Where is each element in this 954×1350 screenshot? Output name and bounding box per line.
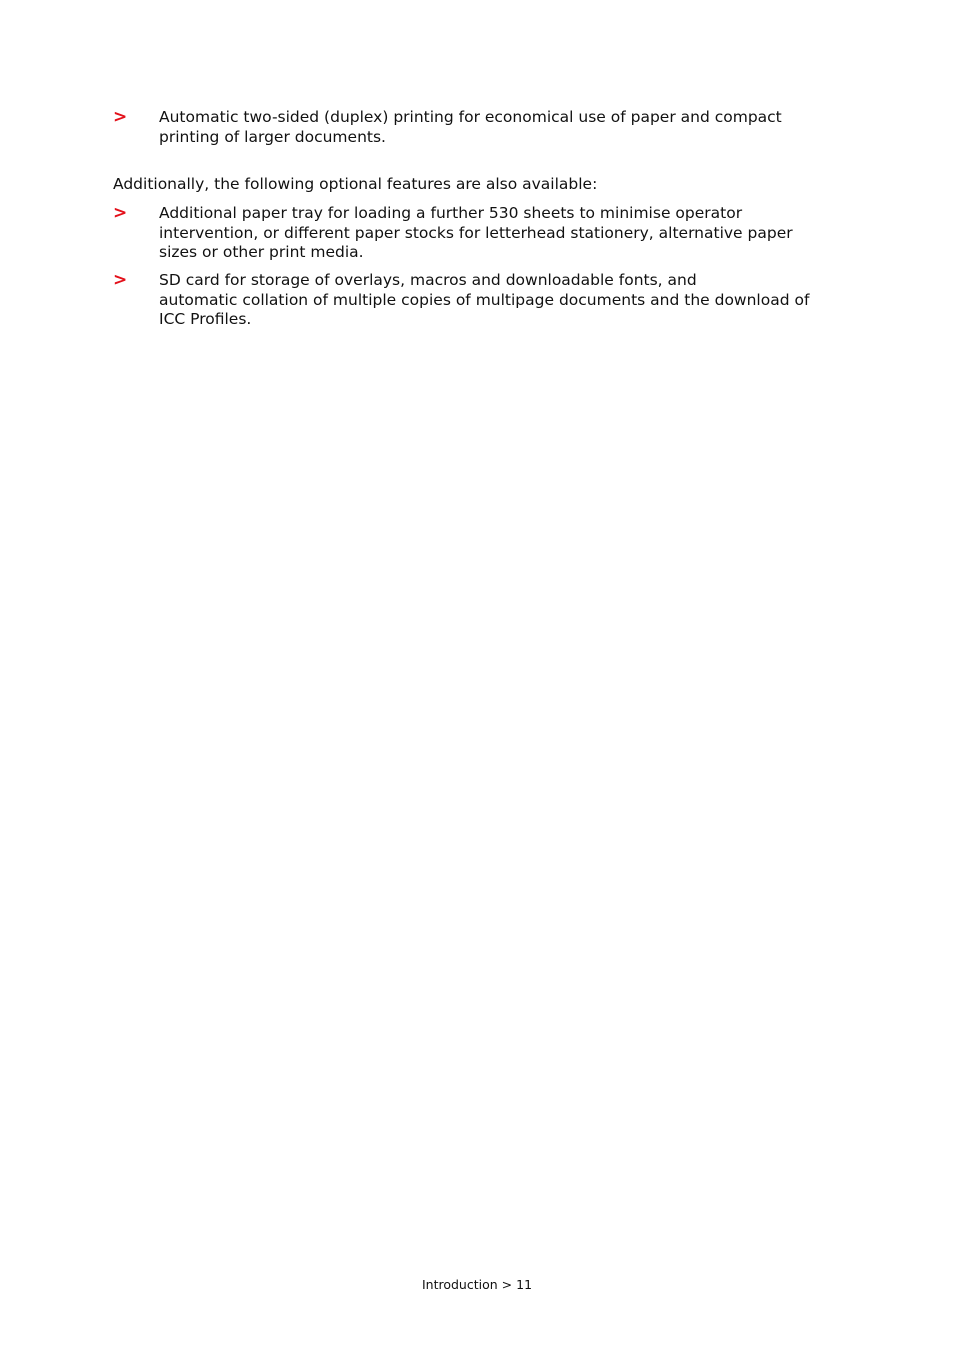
bullet-line: automatic collation of multiple copies of multipage documents and the download of — [159, 290, 810, 309]
bullet-line: SD card for storage of overlays, macros and downloadable fonts, and — [159, 271, 697, 289]
footer-section: Introduction — [421, 1277, 498, 1292]
bullet-item-sd-card — [113, 271, 843, 330]
bullet-line: ICC Profiles. — [159, 310, 252, 328]
bullet-line: sizes or other print media. — [159, 243, 364, 261]
footer-page-number: 11 — [516, 1277, 533, 1292]
bullet-text — [159, 271, 843, 330]
bullet-line: intervention, or different paper stocks for letterhead stationery, alternative paper — [159, 223, 793, 242]
bullet-line: printing of larger documents. — [159, 127, 386, 146]
footer-separator: > — [501, 1277, 513, 1292]
bullet-text — [159, 108, 843, 147]
bullet-text — [159, 204, 843, 263]
bullet-item-duplex — [113, 108, 843, 147]
bullet-arrow-icon: > — [113, 203, 128, 223]
bullet-line: Automatic two-sided (duplex) printing for economical use of paper and compact — [159, 108, 782, 126]
bullet-arrow-icon: > — [113, 107, 128, 127]
bullet-item-paper-tray — [113, 204, 843, 263]
page-footer — [0, 1277, 954, 1293]
bullet-line: Additional paper tray for loading a further 530 sheets to minimise operator — [159, 204, 743, 222]
bullet-arrow-icon: > — [113, 270, 128, 290]
optional-features-intro: Additionally, the following optional features are also available: — [113, 175, 598, 193]
